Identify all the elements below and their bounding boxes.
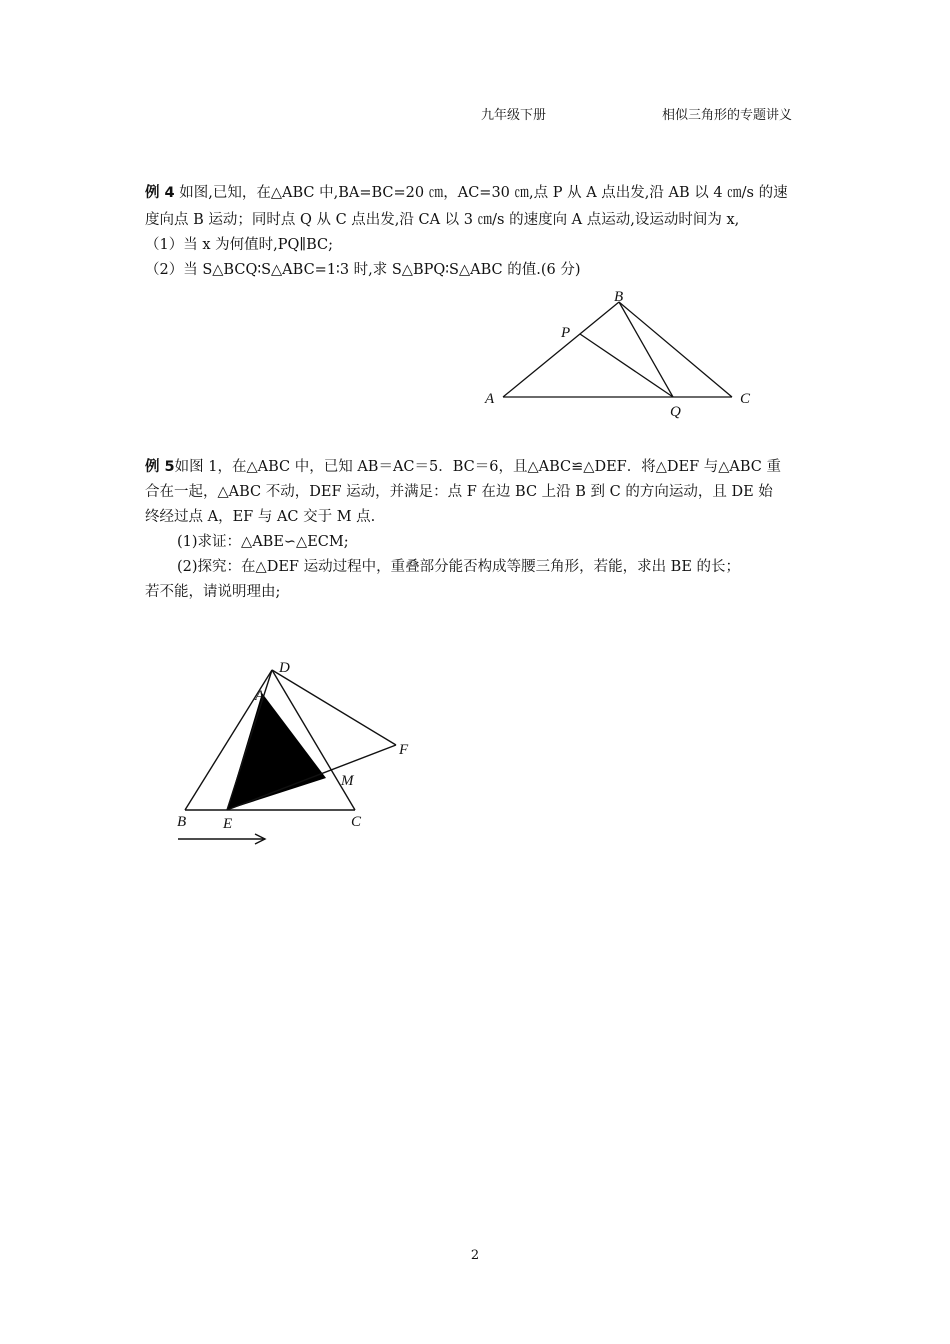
ex4-tag: 例 4 bbox=[145, 185, 175, 201]
ex4-label-q: Q bbox=[670, 404, 681, 420]
ex4-segment-pq bbox=[580, 334, 673, 397]
ex5-label-a: A bbox=[255, 688, 265, 704]
ex4-line1 bbox=[145, 183, 788, 203]
ex4-label-p: P bbox=[561, 325, 571, 341]
ex4-segment-bq bbox=[619, 302, 673, 397]
ex5-question1: (1)求证：△ABE∽△ECM; bbox=[177, 534, 349, 550]
ex4-label-c: C bbox=[740, 391, 751, 407]
ex4-line1-text: 如图,已知，在△ABC 中,BA=BC=20 ㎝，AC=30 ㎝,点 P 从 A 点出发,沿 AB 以 4 ㎝/s 的速 bbox=[174, 185, 788, 201]
ex5-label-m: M bbox=[341, 773, 354, 789]
ex5-label-e: E bbox=[223, 816, 233, 832]
ex5-label-b: B bbox=[177, 814, 187, 830]
ex5-label-f: F bbox=[399, 742, 409, 758]
header-topic: 相似三角形的专题讲义 bbox=[662, 108, 793, 123]
ex5-label-d: D bbox=[279, 660, 290, 676]
ex5-line3: 终经过点 A，EF 与 AC 交于 M 点. bbox=[145, 509, 376, 525]
header-course: 九年级下册 bbox=[481, 108, 547, 123]
page-number: 2 bbox=[470, 1248, 480, 1263]
ex4-side-ab bbox=[503, 302, 619, 397]
ex4-question2: （2）当 S△BCQ∶S△ABC=1∶3 时,求 S△BPQ∶S△ABC 的值.(6 分) bbox=[145, 262, 581, 278]
ex5-line2: 合在一起，△ABC 不动，DEF 运动，并满足：点 F 在边 BC 上沿 B 到 C 的方向运动，且 DE 始 bbox=[145, 484, 773, 500]
ex5-tag: 例 5 bbox=[145, 459, 175, 475]
ex5-question2-cont: 若不能，请说明理由; bbox=[145, 584, 281, 600]
ex5-overlap-region bbox=[227, 693, 326, 810]
ex5-label-c: C bbox=[351, 814, 362, 830]
ex5-figure bbox=[165, 650, 425, 850]
ex4-question1: （1）当 x 为何值时,PQ∥BC; bbox=[145, 237, 333, 253]
ex4-label-b: B bbox=[614, 289, 624, 305]
ex4-line2: 度向点 B 运动；同时点 Q 从 C 点出发,沿 CA 以 3 ㎝/s 的速度向 A 点运动,设运动时间为 x, bbox=[145, 212, 740, 228]
ex4-label-a: A bbox=[485, 391, 495, 407]
ex5-question2: (2)探究：在△DEF 运动过程中，重叠部分能否构成等腰三角形，若能，求出 BE 的长； bbox=[177, 559, 741, 575]
ex4-figure bbox=[470, 285, 770, 425]
ex5-line1 bbox=[145, 457, 781, 477]
ex4-side-bc bbox=[619, 302, 732, 397]
ex5-line1-text: 如图 1，在△ABC 中，已知 AB＝AC＝5．BC＝6，且△ABC≌△DEF．将△DEF 与△ABC 重 bbox=[174, 459, 781, 475]
